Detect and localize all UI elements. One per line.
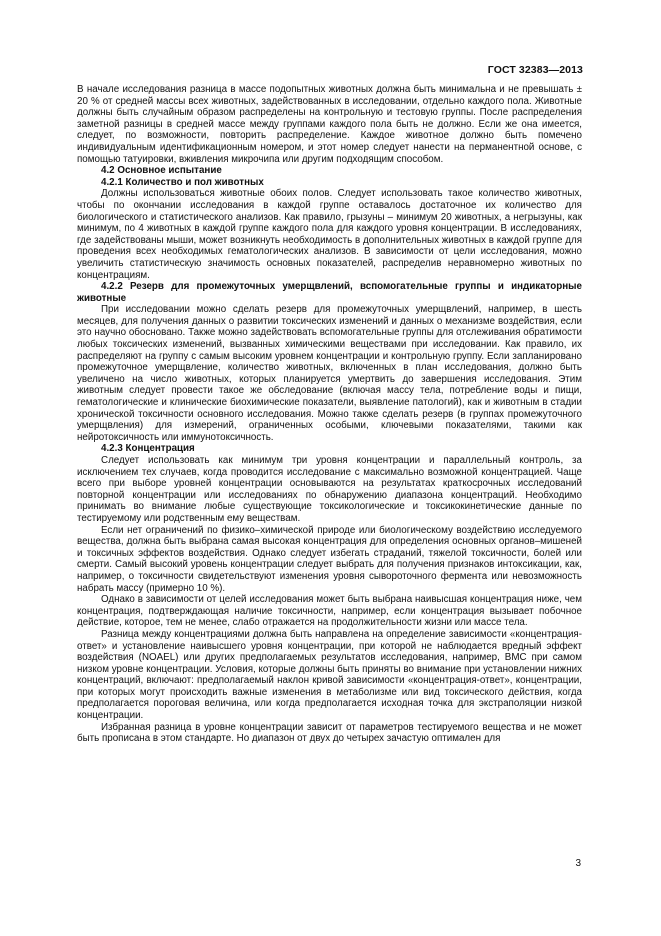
paragraph-body: В начале исследования разница в массе подопытных животных должна быть минимальна и не превышать ± 20 % от средней массы всех животных, задействованных в исследовании, отдельно каждого пола. Животные должны быть случайным образом распределены на контрольную и тестовую группы. После распределения заметной разницы в средней массе между группами каждого пола быть не должно. Если же она имеется, следует, по возможности, повторить распределение. Каждое животное должно быть помечено индивидуальным идентификационным номером, и этот номер следует нанести на перманентной основе, с помощью татуировки, вживления микрочипа или другим подходящим способом.: [77, 84, 582, 165]
paragraph-body: Избранная разница в уровне концентрации зависит от параметров тестируемого вещества и не может быть прописана в этом стандарте. Но диапазон от двух до четырех зачастую оптимален для: [77, 721, 582, 745]
paragraph-body: При исследовании можно сделать резерв для промежуточных умерщвлений, например, в шесть месяцев, для получения данных о развитии токсических изменений и данных о механизме воздействия, если это научно обосновано. Также можно задействовать вспомогательные группы для отслеживания обратимости любых токсических изменений, вызванных химическими веществами при исследовании. Как правило, их распределяют на группу с самым высоким уровнем концентрации и контрольную группу. Если запланировано промежуточное умерщвление, количество животных, включенных в план исследования, должно быть увеличено на число животных, которых планируется умертвить до завершения исследования. Этим животным следует провести такое же обследование (включая массу тела, потребление воды и пищи, гематологические и клинические биохимические показатели, выявление патологий), как и животным в стадии хронической токсичности основного исследования. Можно также сделать резерв (в группах промежуточного умерщвления) для измерений, ограниченных особыми, ключевыми показателями, такими как нейротоксичность или иммунотоксичность.: [77, 304, 582, 443]
page-number: 3: [575, 858, 581, 869]
paragraph-body: Разница между концентрациями должна быть направлена на определение зависимости «концентрация-ответ» и установление наивысшего уровня концентрации, при которой не наблюдается вредный эффект воздействия (NOAEL) или других предполагаемых результатов исследования, например, ВМС при самом низком уровне концентрации. Условия, которые должны быть приняты во внимание при установлении нижних концентраций, включают: предполагаемый наклон кривой зависимости «концентрация-ответ», концентрации, при которых могут происходить важные изменения в метаболизме или вид токсического действия, когда предполагается пороговая величина, или когда предполагается исходная точка для экстраполяции низкой концентрации.: [77, 628, 582, 722]
section-heading: 4.2 Основное испытание: [101, 165, 222, 177]
document-header: ГОСТ 32383—2013: [487, 64, 583, 76]
document-body: [77, 84, 582, 745]
subsection-heading: 4.2.2 Резерв для промежуточных умерщвлений, вспомогательные группы и индикаторные животные: [77, 281, 582, 304]
subsection-heading: 4.2.3 Концентрация: [101, 443, 195, 455]
paragraph-body: Если нет ограничений по физико–химической природе или биологическому воздействию исследуемого вещества, должна быть выбрана самая высокая концентрация для определения основных органов–мишеней и токсичных эффектов воздействия. Однако следует избегать страданий, тяжелой токсичности, болей или смерти. Самый высокий уровень концентрации следует выбрать для получения признаков интоксикации, как, например, о токсичности свидетельствуют изменения уровня сывороточного фермента или невозможность набрать массу (примерно 10 %).: [77, 524, 582, 594]
paragraph-body: Должны использоваться животные обоих полов. Следует использовать такое количество животных, чтобы по окончании исследования в каждой группе оставалось достаточное их количество для биологического и статистического анализов. Как правило, грызуны – минимум 20 животных, а негрызуны, как минимум, по 4 животных в каждой группе каждого пола для каждого уровня концентрации. В исследованиях, где задействованы мыши, может возникнуть необходимость в дополнительных животных в каждой группе для проведения всех необходимых гематологических анализов. В зависимости от цели исследования, можно увеличить статистическую значимость основных показателей, распределив неравномерно животных по концентрациям.: [77, 188, 582, 281]
paragraph-body: Следует использовать как минимум три уровня концентрации и параллельный контроль, за исключением тех случаев, когда проводится исследование с максимально возможной концентрацией. Чаще всего при выборе уровней концентрации основываются на результатах краткосрочных исследований повторной концентрации или исследованиях по обнаружению диапазона концентраций. Необходимо принимать во внимание любые существующие токсикологические и токсикокинетические данные по тестируемому или родственным ему веществам.: [77, 455, 582, 524]
paragraph-body: Однако в зависимости от целей исследования может быть выбрана наивысшая концентрация ниже, чем концентрация, подтверждающая наличие токсичности, например, если концентрация вызывает побочное действие, которое, тем не менее, слабо отражается на продолжительности жизни или массе тела.: [77, 594, 582, 629]
subsection-heading: 4.2.1 Количество и пол животных: [101, 176, 264, 188]
